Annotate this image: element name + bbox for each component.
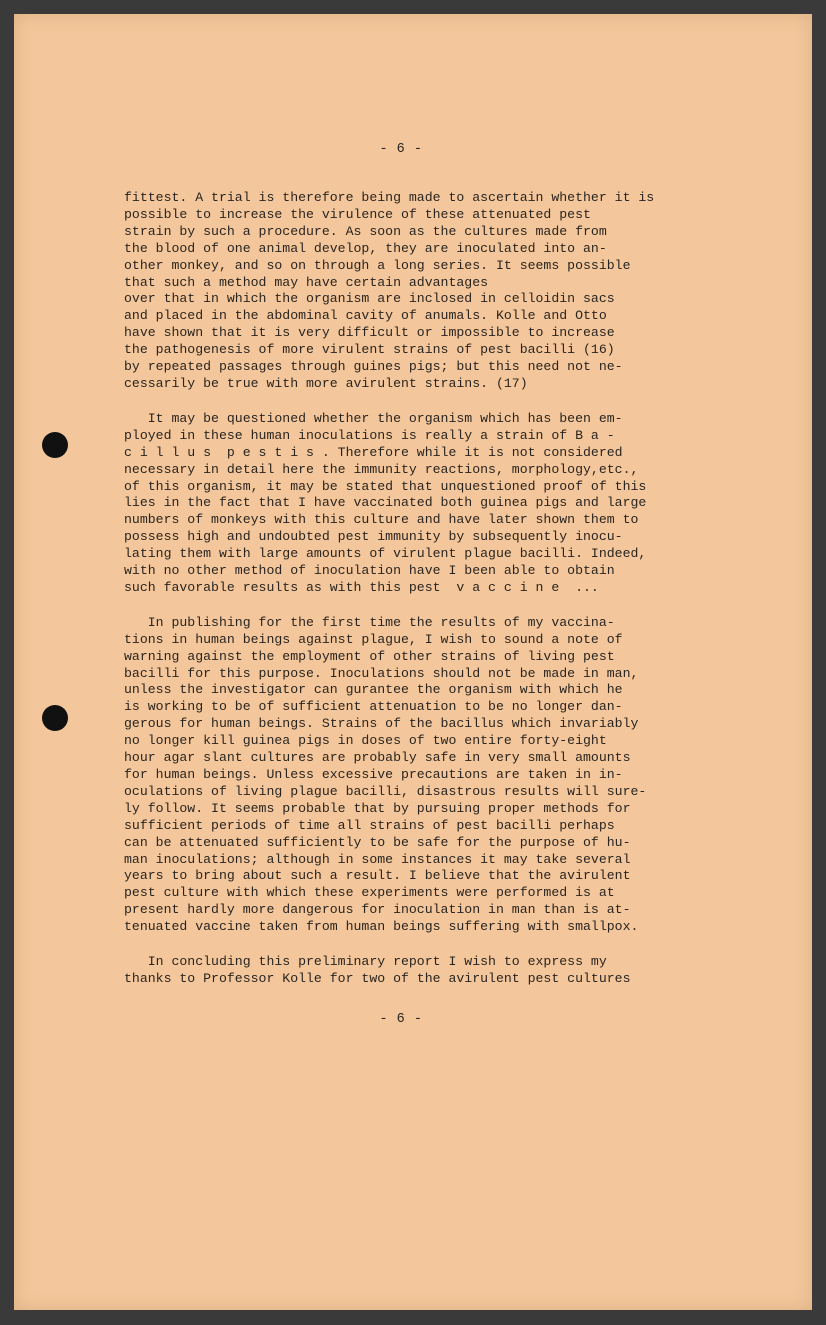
- text-line: present hardly more dangerous for inoculation in man than is at-: [124, 902, 631, 918]
- text-line: other monkey, and so on through a long series. It seems possible: [124, 257, 631, 273]
- text-line: In concluding this preliminary report I wish to express my: [124, 954, 607, 970]
- text-line: tions in human beings against plague, I wish to sound a note of: [124, 631, 623, 647]
- text-line: years to bring about such a result. I believe that the avirulent: [124, 868, 631, 884]
- text-line: c i l l u s p e s t i s . Therefore while it is not considered: [124, 444, 623, 460]
- text-line: gerous for human beings. Strains of the bacillus which invariably: [124, 716, 639, 732]
- text-line: is working to be of sufficient attenuation to be no longer dan-: [124, 699, 623, 715]
- text-line: numbers of monkeys with this culture and have later shown them to: [124, 512, 639, 528]
- body-text: [124, 190, 724, 1006]
- text-line: strain by such a procedure. As soon as the cultures made from: [124, 223, 607, 239]
- text-line: warning against the employment of other strains of living pest: [124, 648, 615, 664]
- text-line: the blood of one animal develop, they are inoculated into an-: [124, 240, 607, 256]
- paragraph-4: [124, 954, 724, 988]
- text-line: fittest. A trial is therefore being made to ascertain whether it is: [124, 190, 655, 205]
- text-line: ly follow. It seems probable that by pursuing proper methods for: [124, 800, 631, 816]
- text-line: tenuated vaccine taken from human beings suffering with smallpox.: [124, 919, 639, 935]
- text-line: In publishing for the first time the results of my vaccina-: [124, 614, 615, 630]
- text-line: can be attenuated sufficiently to be safe for the purpose of hu-: [124, 834, 631, 850]
- text-line: with no other method of inoculation have I been able to obtain: [124, 563, 615, 579]
- text-line: for human beings. Unless excessive precautions are taken in in-: [124, 767, 623, 782]
- text-line: sufficient periods of time all strains of pest bacilli perhaps: [124, 817, 615, 833]
- text-line: possible to increase the virulence of these attenuated pest: [124, 206, 591, 222]
- text-line: the pathogenesis of more virulent strains of pest bacilli (16): [124, 342, 615, 358]
- text-line: by repeated passages through guines pigs; but this need not ne-: [124, 359, 623, 375]
- page-number-bottom: - 6 -: [379, 1012, 423, 1027]
- text-line: thanks to Professor Kolle for two of the avirulent pest cultures: [124, 970, 631, 986]
- text-line: hour agar slant cultures are probably safe in very small amounts: [124, 750, 631, 766]
- paragraph-2: [124, 411, 724, 597]
- text-line: that such a method may have certain advantages: [124, 274, 489, 290]
- text-line: man inoculations; although in some instances it may take several: [124, 851, 631, 867]
- text-line: unless the investigator can gurantee the organism with which he: [124, 682, 623, 698]
- text-line: lating them with large amounts of virulent plague bacilli. Indeed,: [124, 546, 647, 562]
- text-line: It may be questioned whether the organism which has been em-: [124, 410, 623, 426]
- text-line: cessarily be true with more avirulent strains. (17): [124, 375, 528, 391]
- text-line: over that in which the organism are inclosed in celloidin sacs: [124, 291, 615, 307]
- text-line: ployed in these human inoculations is really a strain of B a -: [124, 427, 615, 443]
- text-line: lies in the fact that I have vaccinated both guinea pigs and large: [124, 495, 647, 511]
- text-line: of this organism, it may be stated that unquestioned proof of this: [124, 478, 647, 494]
- text-line: necessary in detail here the immunity reactions, morphology,etc.,: [124, 461, 639, 477]
- text-line: no longer kill guinea pigs in doses of two entire forty-eight: [124, 733, 607, 749]
- text-line: such favorable results as with this pest v a c c i n e ...: [124, 579, 599, 595]
- text-line: oculations of living plague bacilli, disastrous results will sure-: [124, 783, 647, 799]
- paragraph-1: [124, 190, 724, 393]
- punch-hole: [42, 705, 68, 731]
- text-line: bacilli for this purpose. Inoculations should not be made in man,: [124, 665, 639, 681]
- page-number-top: - 6 -: [379, 142, 423, 157]
- document-page: [14, 14, 812, 1310]
- text-line: pest culture with which these experiments were performed is at: [124, 885, 615, 901]
- text-line: and placed in the abdominal cavity of anumals. Kolle and Otto: [124, 308, 607, 324]
- paragraph-3: [124, 615, 724, 936]
- text-line: possess high and undoubted pest immunity by subsequently inocu-: [124, 529, 623, 545]
- punch-hole: [42, 432, 68, 458]
- text-line: have shown that it is very difficult or impossible to increase: [124, 325, 615, 341]
